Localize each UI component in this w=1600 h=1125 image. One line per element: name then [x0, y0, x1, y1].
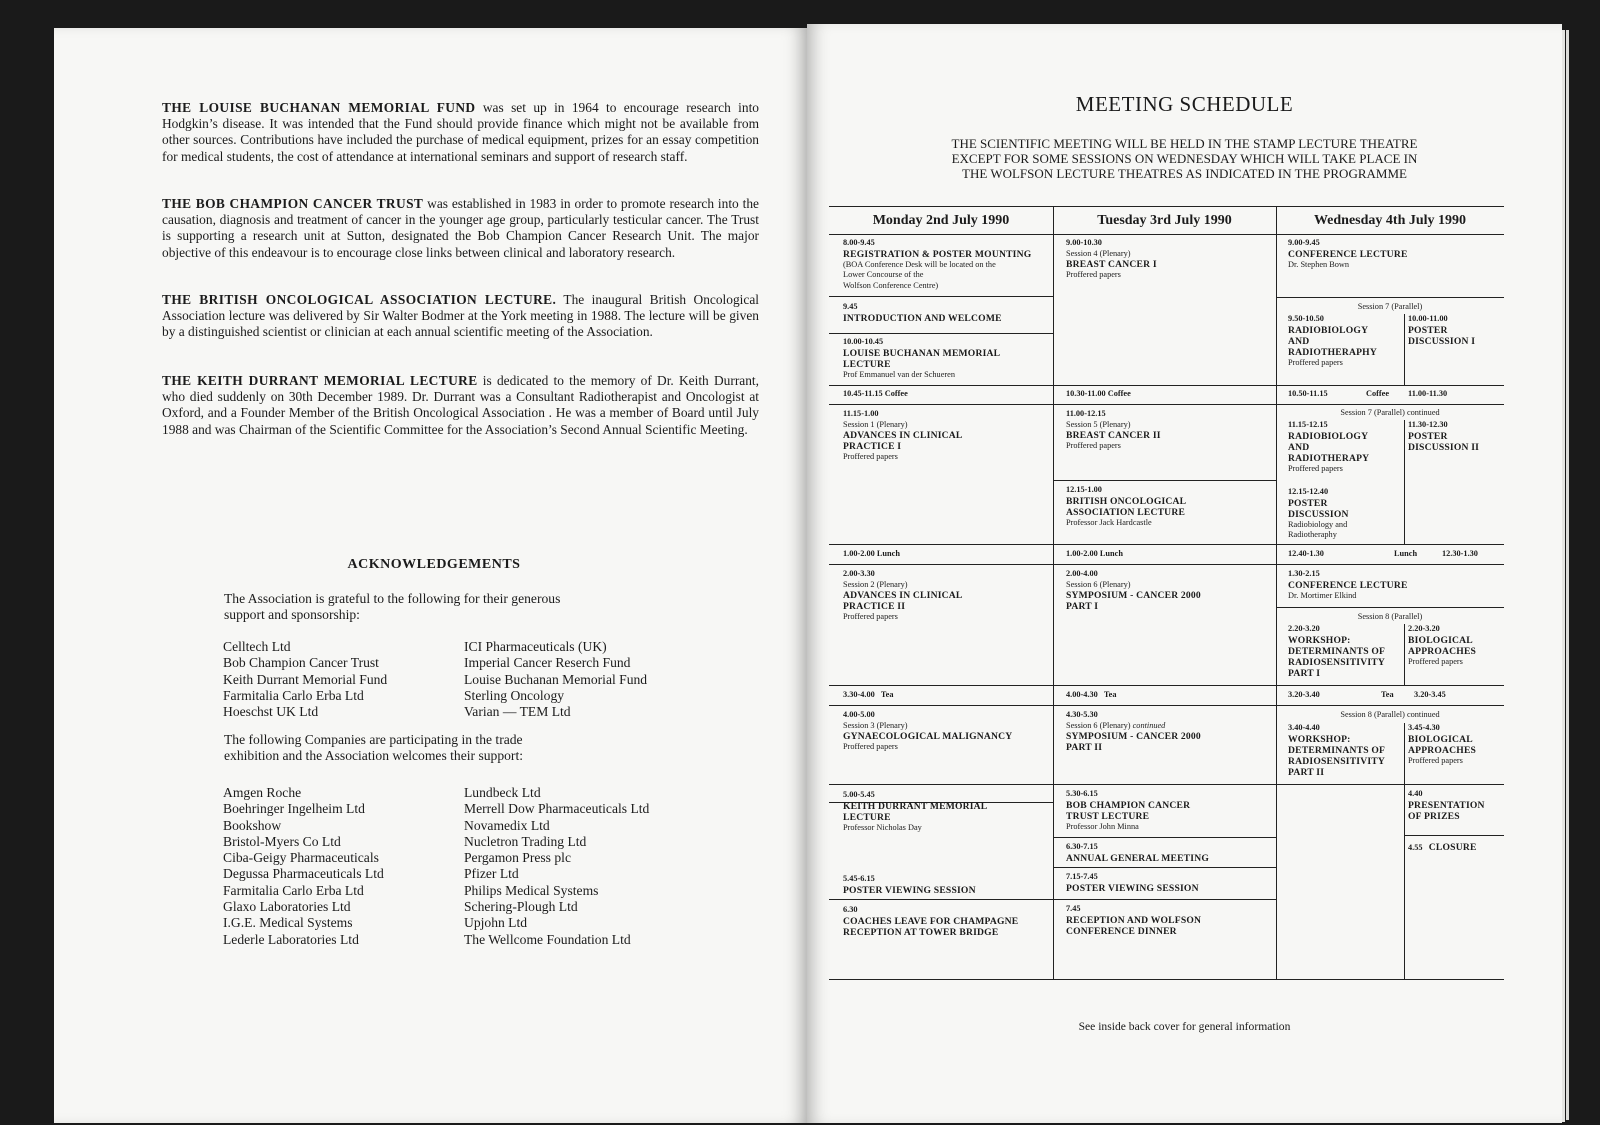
- session-7-label: Session 7 (Parallel): [1357, 302, 1423, 311]
- session-title: DETERMINANTS OF: [1288, 744, 1386, 756]
- session-title: KEITH DURRANT MEMORIAL: [843, 800, 988, 812]
- session-keith-durrant-lecture: [843, 790, 1051, 833]
- subtitle-line: EXCEPT FOR SOME SESSIONS ON WEDNESDAY WHICH WILL TAKE PLACE IN: [951, 151, 1418, 166]
- break-tea: 3.30-4.00 Tea: [843, 690, 894, 699]
- grid-line: [1404, 314, 1405, 385]
- break-coffee: 10.45-11.15 Coffee: [843, 389, 908, 398]
- session-louise-buchanan-lecture: [843, 337, 1051, 380]
- session-speaker: Professor John Minna: [1066, 821, 1139, 831]
- grid-line: [1276, 607, 1504, 608]
- session-time: 6.30-7.15: [1066, 842, 1098, 851]
- grid-line: [829, 404, 1504, 405]
- session-title: GYNAECOLOGICAL MALIGNANCY: [843, 731, 1013, 743]
- paragraph-bob-champion: THE BOB CHAMPION CANCER TRUST was established in 1983 in order to promote research into the causation, diagnosis and treatment of cancer in the younger age group, particularly testicular cancer. The Trust is supporting a research unit at Sutton, designated the Bob Champion Cancer Research Unit. The major objective of this endeavour is to encourage close links between clinical and laboratory research.: [162, 196, 759, 260]
- session-title: BIOLOGICAL: [1408, 634, 1473, 646]
- session-time: 9.50-10.50: [1288, 314, 1324, 323]
- session-time: 8.00-9.45: [843, 238, 875, 247]
- session-agm: [1066, 842, 1274, 864]
- session-speaker: Prof Emmanuel van der Schueren: [843, 369, 955, 379]
- session-title: BREAST CANCER II: [1066, 430, 1161, 442]
- session-time: 9.00-10.30: [1066, 238, 1102, 247]
- exhibitors-list-left: [223, 785, 384, 948]
- break-lunch-end: 12.30-1.30: [1442, 549, 1478, 558]
- company-name: Degussa Pharmaceuticals Ltd: [223, 866, 384, 882]
- session-title: ADVANCES IN CLINICAL: [843, 590, 963, 602]
- company-name: Pergamon Press plc: [464, 850, 571, 866]
- session-label-text: Session 7 (Parallel): [1340, 408, 1407, 417]
- session-8-label: Session 8 (Parallel): [1357, 612, 1423, 621]
- subtitle-line: THE SCIENTIFIC MEETING WILL BE HELD IN THE STAMP LECTURE THEATRE: [951, 136, 1418, 151]
- company-name: Novamedix Ltd: [464, 817, 550, 833]
- session-advances-i: [843, 409, 1051, 463]
- day-header-wednesday: Wednesday 4th July 1990: [1313, 213, 1467, 228]
- session-title: BIOLOGICAL: [1408, 733, 1473, 745]
- company-name: The Wellcome Foundation Ltd: [464, 931, 631, 947]
- company-name: Bookshow: [223, 817, 282, 833]
- session-time: 9.00-9.45: [1288, 238, 1320, 247]
- company-name: Imperial Cancer Reserch Fund: [464, 655, 631, 671]
- session-poster-viewing-tue: [1066, 872, 1274, 894]
- session-title: CONFERENCE LECTURE: [1288, 248, 1408, 260]
- company-name: Merrell Dow Pharmaceuticals Ltd: [464, 801, 650, 817]
- session-title: CONFERENCE DINNER: [1066, 925, 1177, 937]
- grid-line: [1404, 835, 1504, 836]
- session-title: APPROACHES: [1408, 645, 1477, 657]
- company-name: I.G.E. Medical Systems: [223, 915, 353, 931]
- session-time: 7.15-7.45: [1066, 872, 1098, 881]
- session-title: AND: [1288, 335, 1310, 347]
- session-title: SYMPOSIUM - CANCER 2000: [1066, 590, 1201, 602]
- grid-line: [829, 685, 1504, 686]
- company-name: Louise Buchanan Memorial Fund: [464, 671, 648, 687]
- paragraph-louise-buchanan: THE LOUISE BUCHANAN MEMORIAL FUND was set up in 1964 to encourage research into Hodgkin’s disease. It was intended that the Fund should provide finance which might not be available from other sources. Contributions have included the purchase of medical equipment, prizes for an essay competition for medical students, the cost of attendance at international seminars and support of research staff.: [162, 100, 759, 164]
- session-poster-discussion-1: [1408, 314, 1503, 347]
- company-name: Lederle Laboratories Ltd: [223, 931, 359, 947]
- company-name: ICI Pharmaceuticals (UK): [464, 639, 607, 654]
- day-header-monday: Monday 2nd July 1990: [872, 213, 1010, 228]
- session-time: 4.30-5.30: [1066, 710, 1098, 719]
- session-8-continued-label: [1276, 710, 1504, 719]
- break-lunch-start: 12.40-1.30: [1288, 549, 1324, 558]
- session-title: POSTER VIEWING SESSION: [843, 884, 976, 896]
- session-note: Proffered papers: [843, 742, 898, 752]
- session-bob-champion-lecture: [1066, 789, 1274, 832]
- session-coaches: [843, 905, 1051, 938]
- session-speaker: Professor Jack Hardcastle: [1066, 517, 1152, 527]
- session-label: [1066, 721, 1274, 732]
- grid-line: [829, 234, 1504, 235]
- session-time: 11.15-1.00: [843, 409, 879, 418]
- session-title: PRESENTATION: [1408, 799, 1485, 811]
- paragraph-keith-durrant: THE KEITH DURRANT MEMORIAL LECTURE is dedicated to the memory of Dr. Keith Durrant, who died suddenly on 30th December 1989. Dr. Durrant was a Consultant Radiotherapist and Oncologist at Oxford, and a Founder Member of the British Oncological Association . He was a member of Board until July 1988 and was Chairman of the Scientific Committee for the Association’s Second Annual Scientific Meeting.: [162, 373, 759, 437]
- session-speaker: Dr. Stephen Bown: [1288, 259, 1350, 269]
- session-title: DISCUSSION I: [1408, 335, 1476, 347]
- session-title: PART I: [1066, 601, 1099, 613]
- session-time: 11.30-12.30: [1408, 420, 1448, 429]
- session-time: 11.15-12.15: [1288, 420, 1328, 429]
- session-time: 4.40: [1408, 789, 1423, 798]
- session-title: POSTER: [1288, 497, 1328, 509]
- session-note: Proffered papers: [1066, 441, 1121, 451]
- grid-line: [1404, 624, 1405, 685]
- session-title: ADVANCES IN CLINICAL: [843, 430, 963, 442]
- session-title: POSTER: [1408, 324, 1448, 336]
- sponsors-intro: The Association is grateful to the following for their generous support and sponsorship:: [224, 591, 561, 623]
- exhibitors-intro: The following Companies are participating in the trade exhibition and the Association welcomes their support:: [224, 732, 524, 764]
- session-title: CLOSURE: [1428, 842, 1477, 853]
- company-name: Pfizer Ltd: [464, 866, 519, 882]
- company-name: Celltech Ltd: [223, 639, 291, 654]
- session-title: COACHES LEAVE FOR CHAMPAGNE: [843, 915, 1019, 927]
- session-note: Proffered papers: [1288, 357, 1343, 367]
- session-title: RADIOTHERAPY: [1288, 452, 1370, 464]
- session-title: WORKSHOP:: [1288, 634, 1351, 646]
- session-title: PRACTICE II: [843, 601, 906, 613]
- break-tea-end: 3.20-3.45: [1414, 690, 1446, 699]
- session-title: POSTER VIEWING SESSION: [1066, 882, 1199, 894]
- continued-label: continued: [1406, 408, 1440, 417]
- session-note: Proffered papers: [1288, 463, 1343, 473]
- paragraph-boa-lecture: THE BRITISH ONCOLOGICAL ASSOCIATION LECTURE. The inaugural British Oncological Association lecture was delivered by Sir Walter Bodmer at the York meeting in 1988. The lecture will be given by a distinguished scientist or clinician at each annual scientific meeting of the Association.: [162, 292, 759, 340]
- session-poster-discussion-2: [1408, 420, 1503, 453]
- session-7-continued-label: [1276, 408, 1504, 417]
- session-note: (BOA Conference Desk will be located on the: [843, 259, 996, 269]
- company-name: Boehringer Ingelheim Ltd: [223, 801, 365, 817]
- session-time: 12.15-12.40: [1288, 487, 1329, 496]
- session-title: TRUST LECTURE: [1066, 810, 1150, 822]
- session-title: RADIOSENSITIVITY: [1288, 755, 1386, 767]
- company-name: Schering-Plough Ltd: [464, 899, 578, 915]
- break-coffee-end: 11.00-11.30: [1408, 389, 1448, 398]
- session-title: BOB CHAMPION CANCER: [1066, 799, 1191, 811]
- session-breast-cancer-ii: [1066, 409, 1274, 452]
- session-note: Lower Concourse of the: [843, 270, 924, 280]
- session-title: LECTURE: [843, 811, 891, 823]
- session-title: LOUISE BUCHANAN MEMORIAL: [843, 347, 1001, 359]
- session-time: 6.30: [843, 905, 858, 914]
- session-title: PART I: [1288, 667, 1321, 679]
- grid-line: [829, 333, 1053, 334]
- session-title: CONFERENCE LECTURE: [1288, 579, 1408, 591]
- session-label: Session 5 (Plenary): [1066, 419, 1131, 429]
- company-name: Bob Champion Cancer Trust: [223, 655, 379, 671]
- session-time: 2.20-3.20: [1288, 624, 1320, 633]
- session-title: PART II: [1288, 766, 1325, 778]
- session-note: Proffered papers: [843, 612, 898, 622]
- session-time: 4.00-5.00: [843, 710, 875, 719]
- session-title: DISCUSSION: [1288, 508, 1349, 520]
- session-workshop-ii: [1288, 723, 1403, 778]
- session-time: 5.00-5.45: [843, 790, 875, 799]
- session-welcome: [843, 302, 1051, 324]
- session-advances-ii: [843, 569, 1051, 623]
- session-symposium-ii: [1066, 710, 1274, 753]
- session-note: Radiotheraphy: [1288, 530, 1337, 540]
- company-name: Hoeschst UK Ltd: [223, 704, 319, 720]
- break-tea-label: Tea: [1381, 690, 1394, 699]
- company-name: Philips Medical Systems: [464, 882, 599, 898]
- session-title: PRACTICE I: [843, 441, 902, 453]
- company-name: Lundbeck Ltd: [464, 785, 541, 800]
- session-label: Session 4 (Plenary): [1066, 248, 1131, 258]
- company-name: Upjohn Ltd: [464, 915, 528, 931]
- session-title: DETERMINANTS OF: [1288, 645, 1386, 657]
- schedule-title: MEETING SCHEDULE: [1075, 92, 1294, 116]
- session-time: 3.45-4.30: [1408, 723, 1440, 732]
- sponsors-list-left: [223, 639, 387, 720]
- session-label-text: Session 6 (Plenary): [1066, 720, 1133, 730]
- session-title: INTRODUCTION AND WELCOME: [843, 312, 1002, 324]
- session-conference-lecture-2: [1288, 569, 1502, 601]
- session-label: Session 3 (Plenary): [843, 720, 908, 730]
- session-title: BRITISH ONCOLOGICAL: [1066, 495, 1187, 507]
- session-time: 11.00-12.15: [1066, 409, 1106, 418]
- session-presentation-of-prizes: [1408, 789, 1503, 822]
- session-title: ASSOCIATION LECTURE: [1066, 506, 1186, 518]
- session-note: Radiobiology and: [1288, 519, 1348, 529]
- session-radiobiology-2: [1288, 420, 1403, 474]
- continued-label: continued: [1132, 720, 1166, 730]
- session-workshop-i: [1288, 624, 1403, 679]
- company-name: Farmitalia Carlo Erba Ltd: [223, 687, 364, 703]
- company-name: Nucletron Trading Ltd: [464, 833, 587, 849]
- page-edge: [1566, 30, 1569, 1120]
- session-note: Proffered papers: [843, 452, 898, 462]
- break-lunch-label: Lunch: [1394, 549, 1418, 558]
- grid-line: [1404, 420, 1405, 544]
- break-coffee-label: Coffee: [1366, 389, 1390, 398]
- session-note: Proffered papers: [1408, 755, 1463, 765]
- session-title: RADIOTHERAPHY: [1288, 346, 1377, 358]
- session-title: PART II: [1066, 742, 1103, 754]
- session-biological-approaches-1: [1408, 624, 1503, 667]
- schedule-table: [829, 206, 1504, 980]
- session-title: RADIOBIOLOGY: [1288, 430, 1369, 442]
- day-header-tuesday: Tuesday 3rd July 1990: [1097, 213, 1232, 228]
- session-time: 10.00-11.00: [1408, 314, 1448, 323]
- session-symposium-i: [1066, 569, 1274, 612]
- session-breast-cancer-i: [1066, 238, 1274, 281]
- session-time: 9.45: [843, 302, 858, 311]
- session-speaker: Dr. Mortimer Elkind: [1288, 590, 1357, 600]
- grid-line: [1053, 480, 1276, 481]
- session-poster-discussion: [1288, 487, 1403, 541]
- session-time: 10.00-10.45: [843, 337, 884, 346]
- break-tea-start: 3.20-3.40: [1288, 690, 1320, 699]
- subtitle-line: THE WOLFSON LECTURE THEATRES AS INDICATED IN THE PROGRAMME: [962, 166, 1407, 181]
- session-title: ANNUAL GENERAL MEETING: [1066, 852, 1209, 864]
- session-label-text: Session 8 (Parallel): [1340, 710, 1407, 719]
- grid-line: [829, 385, 1504, 386]
- continued-label: continued: [1406, 710, 1440, 719]
- session-speaker: Professor Nicholas Day: [843, 822, 922, 832]
- session-time: 2.00-4.00: [1066, 569, 1098, 578]
- session-title: LECTURE: [843, 358, 891, 370]
- footer-note: See inside back cover for general information: [1078, 1020, 1291, 1033]
- session-closure: [1408, 842, 1503, 854]
- grid-line: [1053, 207, 1054, 979]
- session-title: APPROACHES: [1408, 744, 1477, 756]
- grid-line: [829, 564, 1504, 565]
- grid-line: [1053, 899, 1276, 900]
- session-time: 12.15-1.00: [1066, 485, 1102, 494]
- session-title: RECEPTION AND WOLFSON: [1066, 914, 1202, 926]
- session-title: RECEPTION AT TOWER BRIDGE: [843, 926, 999, 938]
- grid-line: [1404, 723, 1405, 979]
- session-title: POSTER: [1408, 430, 1448, 442]
- session-biological-approaches-2: [1408, 723, 1503, 766]
- grid-line: [829, 705, 1504, 706]
- session-conference-lecture-1: [1288, 238, 1502, 270]
- session-note: Proffered papers: [1066, 270, 1121, 280]
- grid-line: [1053, 837, 1276, 838]
- session-label: Session 6 (Plenary): [1066, 579, 1131, 589]
- session-title: BREAST CANCER I: [1066, 259, 1157, 271]
- session-poster-viewing-mon: [843, 874, 1051, 896]
- session-note: Wolfson Conference Centre): [843, 280, 939, 290]
- grid-line: [829, 784, 1504, 785]
- page-edge: [1562, 30, 1565, 1122]
- grid-line: [829, 899, 1053, 900]
- break-lunch: 1.00-2.00 Lunch: [843, 549, 900, 558]
- session-label: Session 2 (Plenary): [843, 579, 908, 589]
- session-time: 3.40-4.40: [1288, 723, 1320, 732]
- session-time: 5.30-6.15: [1066, 789, 1098, 798]
- break-tea: 4.00-4.30 Tea: [1066, 690, 1117, 699]
- session-title: RADIOSENSITIVITY: [1288, 656, 1386, 668]
- right-page: [807, 24, 1562, 1123]
- session-title: AND: [1288, 441, 1310, 453]
- session-title: SYMPOSIUM - CANCER 2000: [1066, 731, 1201, 743]
- break-lunch: 1.00-2.00 Lunch: [1066, 549, 1123, 558]
- session-time: 2.00-3.30: [843, 569, 875, 578]
- session-registration: [843, 238, 1051, 291]
- company-name: Bristol-Myers Co Ltd: [223, 833, 341, 849]
- session-radiobiology-1: [1288, 314, 1403, 368]
- session-time: 1.30-2.15: [1288, 569, 1320, 578]
- session-time: 2.20-3.20: [1408, 624, 1440, 633]
- session-time: 4.55: [1408, 843, 1423, 852]
- session-title: WORKSHOP:: [1288, 733, 1351, 745]
- grid-line: [829, 544, 1504, 545]
- session-gynaecological: [843, 710, 1051, 753]
- company-name: Varian — TEM Ltd: [464, 704, 571, 720]
- company-name: Amgen Roche: [223, 785, 302, 800]
- company-name: Ciba-Geigy Pharmaceuticals: [223, 850, 379, 866]
- left-page: [54, 28, 807, 1123]
- company-name: Glaxo Laboratories Ltd: [223, 899, 351, 915]
- session-time: 7.45: [1066, 904, 1081, 913]
- session-boa-lecture: [1066, 485, 1274, 528]
- grid-line: [1053, 867, 1276, 868]
- grid-line: [1276, 297, 1504, 298]
- session-title: REGISTRATION & POSTER MOUNTING: [843, 248, 1032, 260]
- session-title: DISCUSSION II: [1408, 441, 1480, 453]
- session-reception-dinner: [1066, 904, 1274, 937]
- sponsors-list-right: [464, 639, 647, 720]
- session-note: Proffered papers: [1408, 656, 1463, 666]
- break-coffee: 10.30-11.00 Coffee: [1066, 389, 1131, 398]
- company-name: Keith Durrant Memorial Fund: [223, 671, 388, 687]
- company-name: Farmitalia Carlo Erba Ltd: [223, 882, 364, 898]
- session-label: Session 1 (Plenary): [843, 419, 908, 429]
- acknowledgements-heading: ACKNOWLEDGEMENTS: [347, 557, 521, 572]
- session-title: OF PRIZES: [1408, 810, 1460, 822]
- session-time: 5.45-6.15: [843, 874, 875, 883]
- exhibitors-list-right: [464, 785, 649, 948]
- grid-line: [829, 296, 1053, 297]
- company-name: Sterling Oncology: [464, 687, 565, 703]
- session-title: RADIOBIOLOGY: [1288, 324, 1369, 336]
- grid-line: [1276, 207, 1277, 979]
- break-coffee-start: 10.50-11.15: [1288, 389, 1328, 398]
- schedule-subtitle: [847, 136, 1522, 181]
